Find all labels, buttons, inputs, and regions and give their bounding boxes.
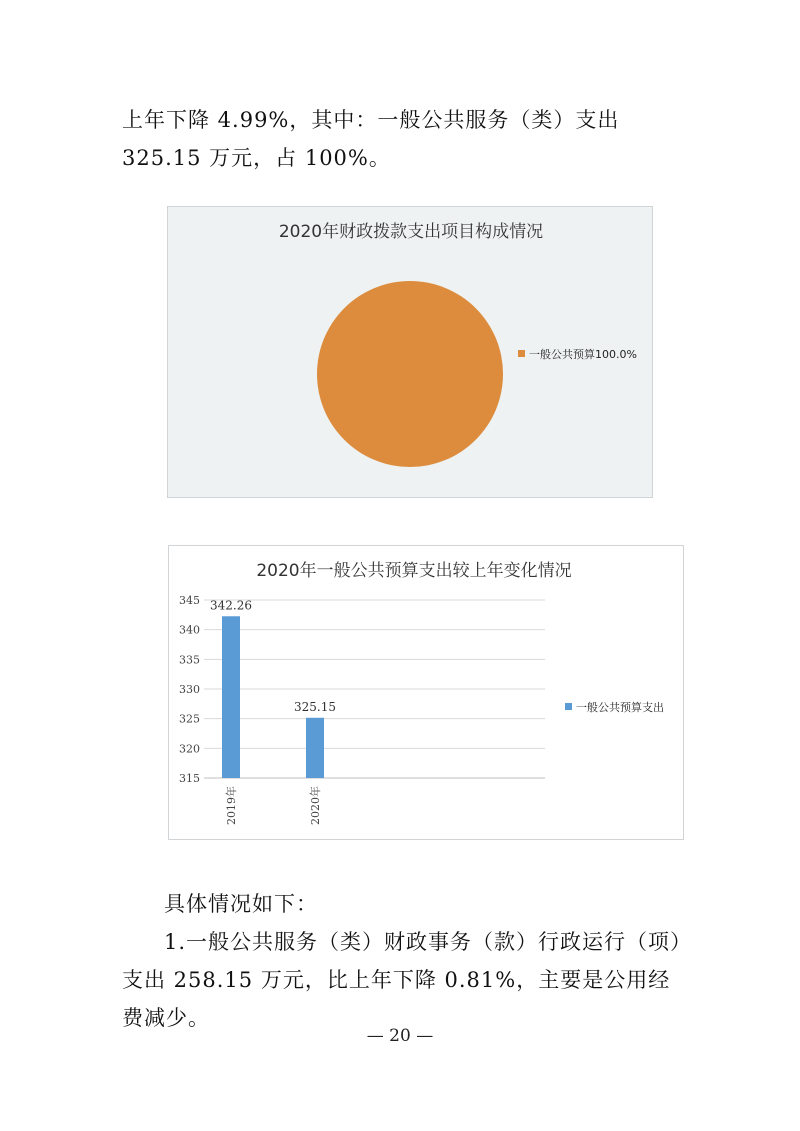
y-tick-label: 345 [179, 594, 200, 607]
pie-slice-general-budget [317, 281, 503, 467]
y-tick-label: 340 [179, 623, 200, 637]
bar-chart [169, 546, 685, 841]
bar-data-label: 325.15 [294, 699, 336, 714]
paragraph-details-intro [122, 885, 682, 923]
pie-chart [168, 207, 654, 499]
bar-chart-container [168, 545, 684, 840]
y-tick-label: 315 [179, 772, 200, 785]
paragraph-item-1 [122, 923, 682, 1037]
pie-chart-container [167, 206, 653, 498]
y-tick-label: 335 [179, 653, 200, 667]
details-intro-text: 具体情况如下： [164, 892, 318, 916]
bar-chart-gridlines [204, 600, 545, 778]
bar-data-label: 342.26 [210, 598, 252, 613]
x-tick-label: 2019年 [225, 786, 238, 825]
bar-legend-label: 一般公共预算支出 [576, 701, 664, 714]
bar-chart-y-axis [179, 594, 200, 785]
pie-chart-title: 2020年财政拨款支出项目构成情况 [278, 222, 544, 242]
bar-chart-title: 2020年一般公共预算支出较上年变化情况 [256, 561, 572, 581]
y-tick-label: 320 [179, 742, 200, 756]
paragraph-summary: 上年下降 4.99%，其中：一般公共服务（类）支出 325.15 万元，占 100%。 [122, 108, 620, 170]
bar [222, 616, 240, 778]
x-tick-label: 2020年 [309, 786, 322, 825]
bar-legend-swatch [565, 703, 572, 710]
y-tick-label: 330 [179, 683, 200, 696]
bar-chart-bars [210, 598, 336, 778]
bar-chart-x-axis [224, 786, 322, 825]
page-number: — 20 — [366, 1026, 434, 1046]
bar [306, 718, 324, 778]
pie-legend-label: 一般公共预算100.0% [529, 348, 637, 361]
y-tick-label: 325 [179, 712, 200, 726]
pie-legend-swatch [518, 350, 525, 357]
item-1-text: 1.一般公共服务（类）财政事务（款）行政运行（项）支出 258.15 万元，比上年下降 0.81%，主要是公用经费减少。 [122, 930, 682, 1030]
